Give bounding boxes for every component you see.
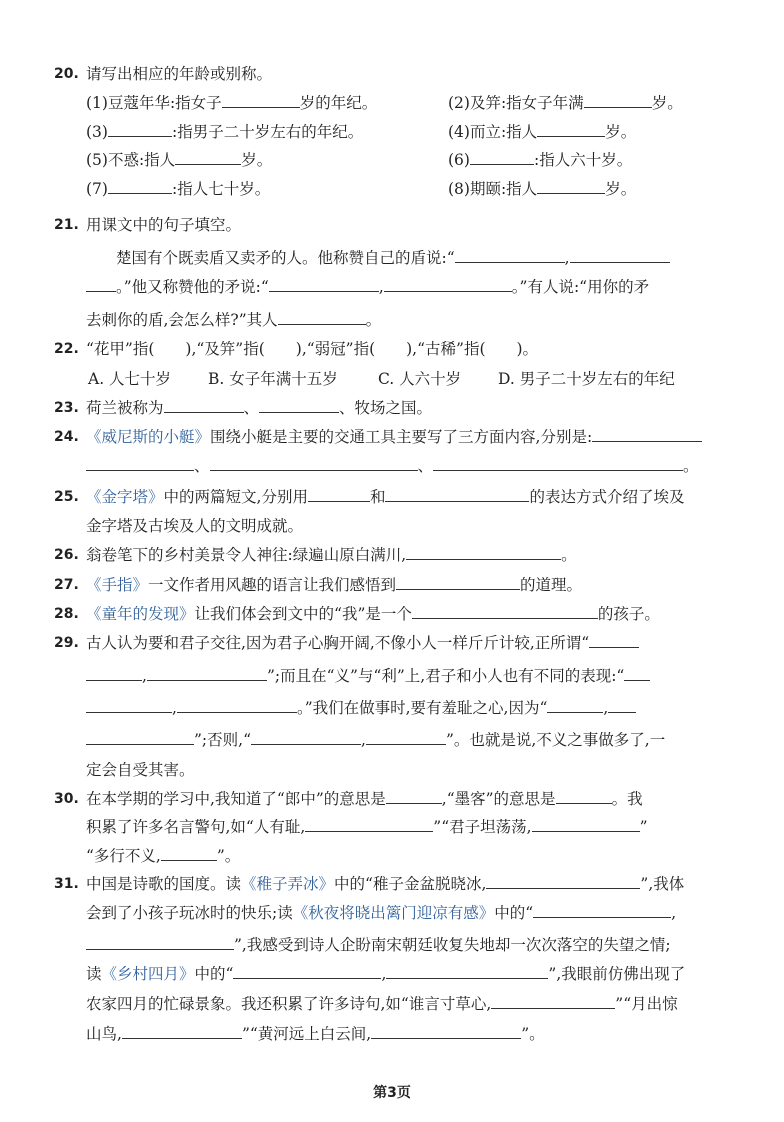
- q26-number: 26.: [54, 547, 79, 563]
- blank[interactable]: [177, 698, 297, 713]
- lesson-title: 《手指》: [86, 576, 149, 594]
- q24-line-1: 《威尼斯的小艇》围绕小艇是主要的交通工具主要写了三方面内容,分别是:: [86, 427, 702, 447]
- blank[interactable]: [86, 277, 116, 292]
- blank[interactable]: [108, 179, 172, 194]
- q26-line: 翁卷笔下的乡村美景令人神往:绿遍山原白满川, 。: [86, 546, 577, 564]
- q31-line-4-text: 读《乡村四月》中的“ , ”,我眼前仿佛出现了: [86, 965, 686, 983]
- q29-line-4: ”;否则,“ , ”。也就是说,不义之事做多了,一: [86, 730, 665, 750]
- blank[interactable]: [161, 846, 217, 861]
- q20-item-3: (3) :指男子二十岁左右的年纪。: [86, 123, 364, 141]
- blank[interactable]: [537, 122, 605, 137]
- blank[interactable]: [366, 730, 446, 745]
- blank[interactable]: [386, 964, 548, 979]
- q29-line-5: 定会自受其害。: [86, 761, 195, 779]
- blank[interactable]: [412, 604, 598, 619]
- q31-line-6: 山鸟, ”“黄河远上白云间, ”。: [86, 1025, 545, 1043]
- q29-line-2: , ”;而且在“义”与“利”上,君子和小人也有不同的表现:“: [86, 666, 650, 686]
- blank[interactable]: [537, 179, 605, 194]
- q20-item-1: (1)豆蔻年华:指女子 岁的年纪。: [86, 94, 378, 112]
- lesson-title: 《威尼斯的小艇》: [86, 428, 211, 446]
- q23-number: 23.: [54, 400, 79, 416]
- blank[interactable]: [259, 398, 339, 413]
- q21-line-1: 楚国有个既卖盾又卖矛的人。他称赞自己的盾说:“ ,: [116, 248, 670, 268]
- blank[interactable]: [396, 575, 520, 590]
- q20-item-2: (2)及笄:指女子年满 岁。: [448, 94, 683, 112]
- q21-title: 用课文中的句子填空。: [86, 216, 242, 234]
- blank[interactable]: [384, 277, 512, 292]
- blank[interactable]: [470, 150, 534, 165]
- q23-line: 荷兰被称为 、 、牧场之国。: [86, 399, 433, 417]
- blank[interactable]: [86, 935, 234, 950]
- blank[interactable]: [108, 122, 172, 137]
- q20-item-6: (6) :指人六十岁。: [448, 151, 633, 169]
- blank[interactable]: [371, 1024, 521, 1039]
- q22-option-b[interactable]: B. 女子年满十五岁: [208, 370, 338, 388]
- blank[interactable]: [624, 666, 650, 681]
- q24-line-2: 、 、 。: [86, 456, 699, 476]
- q27-line: 《手指》一文作者用风趣的语言让我们感悟到 的道理。: [86, 576, 583, 594]
- q22-number: 22.: [54, 341, 79, 357]
- blank[interactable]: [570, 248, 670, 263]
- blank[interactable]: [486, 874, 640, 889]
- q31-number: 31.: [54, 876, 79, 892]
- blank[interactable]: [86, 698, 172, 713]
- q28-line: 《童年的发现》让我们体会到文中的“我”是一个 的孩子。: [86, 605, 660, 623]
- blank[interactable]: [233, 964, 381, 979]
- blank[interactable]: [86, 730, 194, 745]
- blank[interactable]: [455, 248, 565, 263]
- q30-line-2: 积累了许多名言警句,如“人有耻, ”“君子坦荡荡, ”: [86, 818, 648, 836]
- blank[interactable]: [533, 903, 671, 918]
- lesson-title: 《金字塔》: [86, 488, 164, 506]
- q29-line-3: , 。”我们在做事时,要有羞耻之心,因为“ ,: [86, 698, 636, 718]
- lesson-title: 《童年的发现》: [86, 605, 195, 623]
- q22-option-a[interactable]: A. 人七十岁: [88, 370, 172, 388]
- q20-item-7: (7) :指人七十岁。: [86, 180, 271, 198]
- q22-option-d[interactable]: D. 男子二十岁左右的年纪: [498, 370, 675, 388]
- blank[interactable]: [222, 93, 300, 108]
- q30-number: 30.: [54, 791, 79, 807]
- blank[interactable]: [532, 817, 640, 832]
- q28-number: 28.: [54, 606, 79, 622]
- q20-item-5: (5)不惑:指人 岁。: [86, 151, 273, 169]
- q30-line-3: “多行不义, ”。: [86, 847, 241, 865]
- page-number: 第3页: [373, 1085, 411, 1101]
- blank[interactable]: [210, 456, 418, 471]
- q25-line-1: 《金字塔》中的两篇短文,分别用 和 的表达方式介绍了埃及: [86, 488, 685, 506]
- blank[interactable]: [406, 545, 561, 560]
- blank[interactable]: [269, 277, 379, 292]
- q31-line-1: 中国是诗歌的国度。读《稚子弄冰》中的“稚子金盆脱晓冰, ”,我体: [86, 875, 685, 893]
- q29-number: 29.: [54, 635, 79, 651]
- blank[interactable]: [86, 456, 194, 471]
- blank[interactable]: [385, 487, 529, 502]
- poem-title: 《乡村四月》: [101, 965, 195, 983]
- q31-line-3: ”,我感受到诗人企盼南宋朝廷收复失地却一次次落空的失望之情;: [86, 935, 671, 955]
- q21-number: 21.: [54, 217, 79, 233]
- q29-line-1: 古人认为要和君子交往,因为君子心胸开阔,不像小人一样斤斤计较,正所谓“: [86, 633, 639, 653]
- blank[interactable]: [305, 817, 433, 832]
- blank[interactable]: [491, 994, 615, 1009]
- blank[interactable]: [164, 398, 244, 413]
- blank[interactable]: [386, 789, 442, 804]
- q25-line-2: 金字塔及古埃及人的文明成就。: [86, 517, 304, 535]
- blank[interactable]: [251, 730, 361, 745]
- q31-line-5: 农家四月的忙碌景象。我还积累了许多诗句,如“谁言寸草心, ”“月出惊: [86, 995, 678, 1013]
- blank[interactable]: [592, 427, 702, 442]
- q24-number: 24.: [54, 429, 79, 445]
- q20-title: 请写出相应的年龄或别称。: [86, 65, 273, 83]
- q20-item-4: (4)而立:指人 岁。: [448, 123, 637, 141]
- blank[interactable]: [122, 1024, 242, 1039]
- q21-line-3: 去刺你的盾,会怎么样?”其人 。: [86, 311, 382, 329]
- blank[interactable]: [278, 310, 366, 325]
- blank[interactable]: [147, 666, 267, 681]
- q22-option-c[interactable]: C. 人六十岁: [378, 370, 462, 388]
- blank[interactable]: [608, 698, 636, 713]
- poem-title: 《稚子弄冰》: [241, 875, 335, 893]
- q22-question: “花甲”指( ),“及笄”指( ),“弱冠”指( ),“古稀”指( )。: [86, 340, 539, 358]
- q20-number: 20.: [54, 66, 79, 82]
- blank[interactable]: [175, 150, 241, 165]
- blank[interactable]: [584, 93, 652, 108]
- poem-title: 《秋夜将晓出篱门迎凉有感》: [292, 904, 495, 922]
- blank[interactable]: [589, 633, 639, 648]
- q31-line-2: 会到了小孩子玩冰时的快乐;读《秋夜将晓出篱门迎凉有感》中的“ ,: [86, 904, 677, 922]
- blank[interactable]: [308, 487, 370, 502]
- q30-line-1: 在本学期的学习中,我知道了“郎中”的意思是 ,“墨客”的意思是 。我: [86, 790, 643, 808]
- q25-number: 25.: [54, 489, 79, 505]
- blank[interactable]: [86, 666, 142, 681]
- q27-number: 27.: [54, 577, 79, 593]
- q20-item-8: (8)期颐:指人 岁。: [448, 180, 637, 198]
- blank[interactable]: [556, 789, 612, 804]
- blank[interactable]: [547, 698, 603, 713]
- q21-line-2: 。”他又称赞他的矛说:“ , 。”有人说:“用你的矛: [86, 277, 649, 297]
- blank[interactable]: [433, 456, 683, 471]
